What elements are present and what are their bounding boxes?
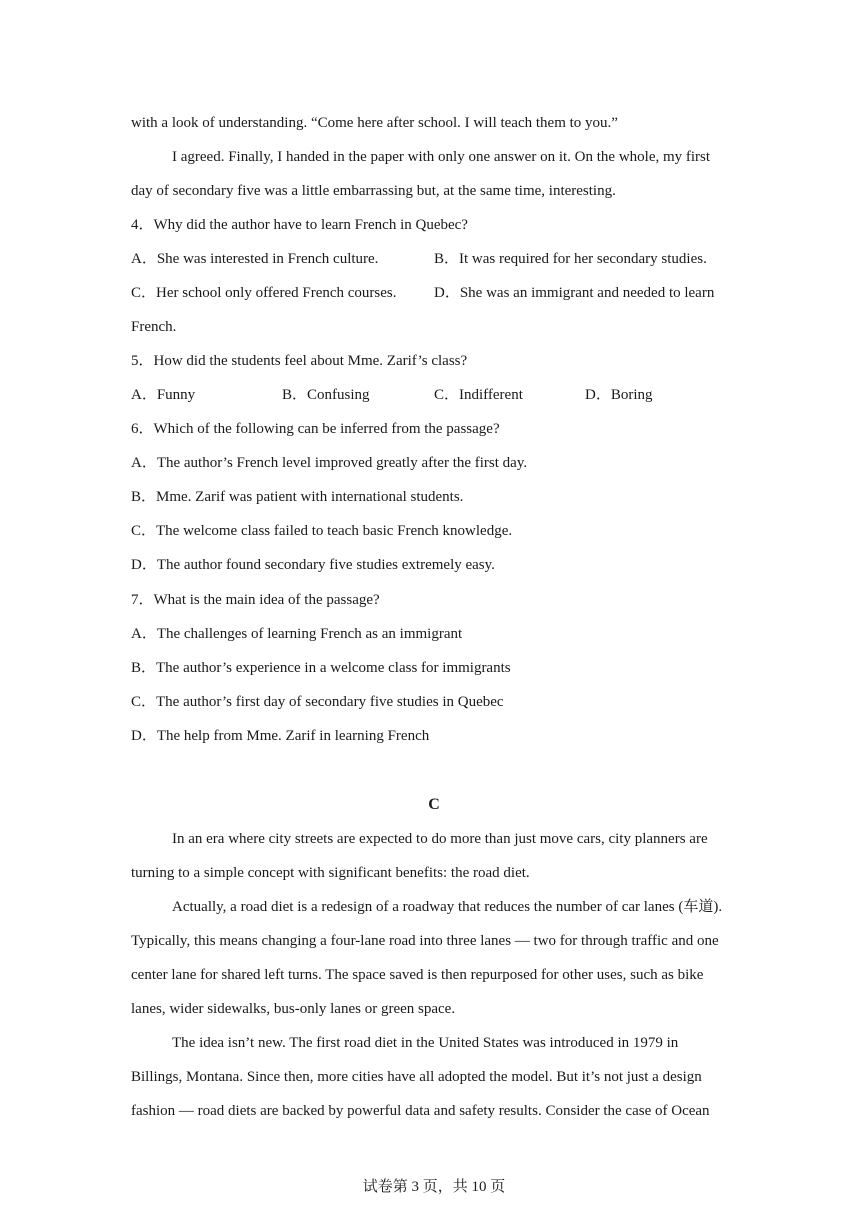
option-d: D．The author found secondary five studies extremely easy. (131, 557, 495, 573)
question-stem: 5．How did the students feel about Mme. Zarif’s class? (131, 353, 468, 369)
option-d-wrap: French. (131, 319, 177, 335)
passage-line: The idea isn’t new. The first road diet in the United States was introduced in 1979 in (172, 1035, 679, 1051)
passage-line: turning to a simple concept with significant benefits: the road diet. (131, 865, 530, 881)
passage-line: I agreed. Finally, I handed in the paper with only one answer on it. On the whole, my first (172, 149, 711, 165)
option-b: B．It was required for her secondary studies. (434, 251, 707, 267)
option-c: C．The author’s first day of secondary five studies in Quebec (131, 694, 504, 710)
passage-line: lanes, wider sidewalks, bus-only lanes or green space. (131, 1001, 456, 1017)
passage-line: Actually, a road diet is a redesign of a roadway that reduces the number of car lanes (车道). (172, 899, 723, 915)
option-a: A．She was interested in French culture. (131, 251, 379, 267)
option-a: A．The challenges of learning French as an immigrant (131, 626, 463, 642)
option-b: B．Confusing (282, 387, 370, 403)
option-d: D．Boring (585, 387, 653, 403)
question-stem: 4．Why did the author have to learn French in Quebec? (131, 217, 468, 233)
passage-line: center lane for shared left turns. The space saved is then repurposed for other uses, such as bike (131, 967, 704, 983)
option-d: D．She was an immigrant and needed to learn (434, 285, 715, 301)
passage-line: with a look of understanding. “Come here after school. I will teach them to you.” (131, 115, 618, 131)
option-d: D．The help from Mme. Zarif in learning French (131, 728, 430, 744)
option-a: A．The author’s French level improved greatly after the first day. (131, 455, 528, 471)
passage-line: Typically, this means changing a four-lane road into three lanes — two for through traffic and one (131, 933, 719, 949)
page-footer: 试卷第 3 页，共 10 页 (362, 1179, 506, 1195)
option-a: A．Funny (131, 387, 196, 403)
option-c: C．Indifferent (434, 387, 523, 403)
passage-line: fashion — road diets are backed by powerful data and safety results. Consider the case of Ocean (131, 1103, 710, 1119)
question-stem: 6．Which of the following can be inferred from the passage? (131, 421, 500, 437)
question-stem: 7．What is the main idea of the passage? (131, 592, 380, 608)
option-b: B．The author’s experience in a welcome class for immigrants (131, 660, 511, 676)
option-c: C．Her school only offered French courses. (131, 285, 397, 301)
passage-line: day of secondary five was a little embarrassing but, at the same time, interesting. (131, 183, 616, 199)
passage-line: Billings, Montana. Since then, more cities have all adopted the model. But it’s not just a design (131, 1069, 702, 1085)
section-heading: C (428, 796, 440, 813)
passage-line: In an era where city streets are expected to do more than just move cars, city planners are (172, 831, 708, 847)
option-c: C．The welcome class failed to teach basic French knowledge. (131, 523, 513, 539)
option-b: B．Mme. Zarif was patient with international students. (131, 489, 464, 505)
